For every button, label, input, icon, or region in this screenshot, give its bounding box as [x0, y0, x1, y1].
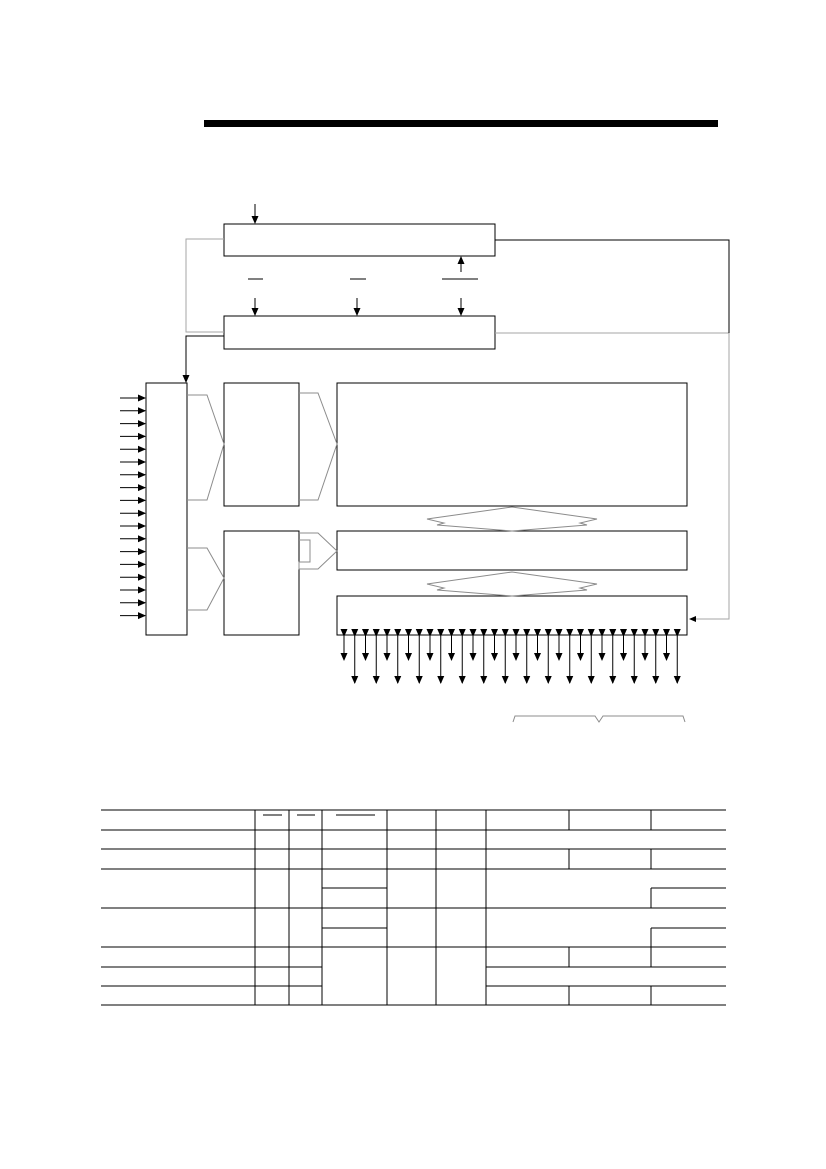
- data-io-brace: [513, 716, 685, 722]
- column-decoder-block: [224, 531, 299, 635]
- memory-array-block: [337, 383, 687, 506]
- control-to-buffer-path: [186, 336, 224, 382]
- feedback-left-path: [186, 239, 224, 332]
- bus-buffer-to-rowdec: [187, 395, 224, 500]
- truth-table: [101, 810, 726, 1005]
- control-right-path: [495, 240, 729, 333]
- second-control-block: [224, 316, 495, 349]
- bus-rowdec-to-array: [299, 393, 337, 500]
- feedback-right-arrowhead: [689, 616, 696, 622]
- io-buffer-block: [337, 596, 687, 635]
- address-input-arrows: [120, 398, 145, 616]
- sense-amp-block: [337, 531, 687, 570]
- bus-buffer-to-coldec: [187, 548, 224, 610]
- bus-array-sense: [427, 507, 597, 531]
- row-decoder-block: [224, 383, 299, 506]
- feedback-right-path: [495, 333, 729, 619]
- address-buffer-block: [146, 383, 187, 635]
- bus-coldec-to-sense: [299, 533, 337, 569]
- bus-sense-io: [427, 572, 597, 596]
- top-control-block: [224, 224, 495, 256]
- data-io-arrows: [344, 636, 677, 683]
